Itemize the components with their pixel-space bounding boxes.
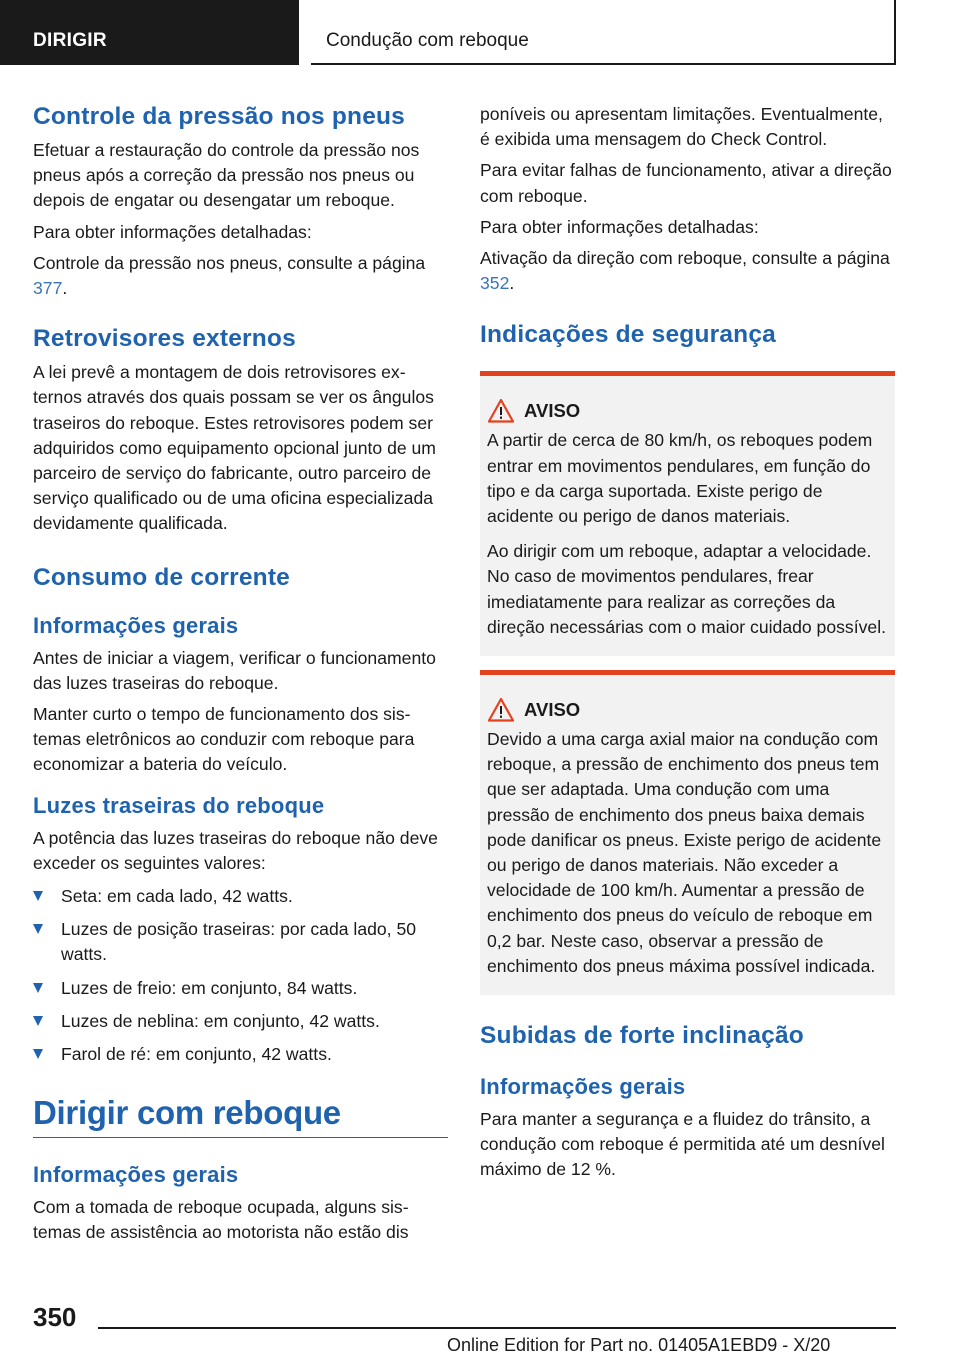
subheading-general-info: Informações gerais bbox=[480, 1074, 686, 1100]
paragraph: Efetuar a restauração do controle da pressão nos pneus após a correção da pressão nos pneus ou depois de engatar ou desengatar um reboque. bbox=[33, 140, 420, 211]
paragraph: Com a tomada de reboque ocupada, alguns sistemas de assistência ao motorista não estão dis bbox=[33, 1197, 409, 1243]
triangle-bullet-icon bbox=[33, 1016, 43, 1026]
triangle-bullet-icon bbox=[33, 891, 43, 901]
list-item: Luzes de freio: em conjunto, 84 watts. bbox=[33, 976, 448, 1001]
paragraph: Para obter informações detalhadas: bbox=[33, 221, 312, 242]
subheading-general-info: Informações gerais bbox=[33, 1162, 239, 1188]
chapter-tab bbox=[0, 0, 299, 65]
triangle-bullet-icon bbox=[33, 983, 43, 993]
edition-footer: Online Edition for Part no. 01405A1EBD9 - X/20 bbox=[447, 1335, 831, 1355]
page-reference-link[interactable]: 377 bbox=[33, 278, 63, 299]
subheading-general-info: Informações gerais bbox=[33, 612, 239, 638]
page-number: 350 bbox=[33, 1302, 77, 1332]
paragraph-with-reference: Ativação da direção com reboque, consulte a página 352. bbox=[480, 248, 890, 294]
warning-triangle-icon bbox=[488, 398, 514, 424]
light-power-list bbox=[33, 884, 448, 1067]
list-item: Luzes de posição traseiras: por cada lado, 50 watts. bbox=[33, 917, 448, 967]
page-reference-link[interactable]: 352 bbox=[480, 273, 510, 294]
warning-label: AVISO bbox=[524, 699, 581, 721]
warning-box bbox=[480, 371, 895, 656]
paragraph: Para evitar falhas de funcionamento, ativar a direção com reboque. bbox=[480, 160, 892, 206]
footer-rule bbox=[98, 1327, 896, 1329]
paragraph: poníveis ou apresentam limitações. Eventualmente, é exibida uma mensagem do Check Control. bbox=[480, 104, 883, 150]
paragraph: Para manter a segurança e a fluidez do trânsito, a condução com reboque é permitida até um desnível máximo de 12 %. bbox=[480, 1109, 885, 1180]
paragraph: Antes de iniciar a viagem, verificar o funcionamento das luzes traseiras do reboque. bbox=[33, 647, 436, 693]
paragraph: Manter curto o tempo de funcionamento dos sistemas eletrônicos ao conduzir com reboque para economizar a bateria do veículo. bbox=[33, 704, 415, 775]
right-column bbox=[480, 102, 895, 1183]
chapter-title: DIRIGIR bbox=[33, 30, 107, 51]
warning-text: A partir de cerca de 80 km/h, os reboques podem entrar em movimentos pendulares, em função do tipo e da carga suportada. Existe perigo de acidente ou perigo de danos materiais. bbox=[487, 430, 873, 527]
triangle-bullet-icon bbox=[33, 1049, 43, 1059]
warning-label: AVISO bbox=[524, 400, 581, 422]
heading-driving-with-trailer: Dirigir com reboque bbox=[33, 1094, 341, 1132]
warning-triangle-icon bbox=[488, 697, 514, 723]
list-item: Luzes de neblina: em conjunto, 42 watts. bbox=[33, 1009, 448, 1034]
heading-mirrors: Retrovisores externos bbox=[33, 325, 296, 353]
paragraph: A lei prevê a montagem de dois retrovisores externos através dos quais possam se ver os ângulos traseiros do reboque. Estes retrovisores podem ser adquiridos como equipamento opcional junto de um parceiro de serviço do fabricante, outro parceiro de serviço qualificado ou de uma oficina especializada devidamente qualificada. bbox=[33, 362, 436, 534]
list-item: Farol de ré: em conjunto, 42 watts. bbox=[33, 1042, 448, 1067]
paragraph: A potência das luzes traseiras do reboque não deve exceder os seguintes valores: bbox=[33, 827, 438, 873]
list-item: Seta: em cada lado, 42 watts. bbox=[33, 884, 448, 909]
section-header bbox=[311, 0, 896, 65]
heading-steep-slopes: Subidas de forte inclinação bbox=[480, 1022, 804, 1050]
paragraph-with-reference: Controle da pressão nos pneus, consulte a página 377. bbox=[33, 252, 426, 299]
subheading-trailer-lights: Luzes traseiras do reboque bbox=[33, 792, 325, 818]
heading-safety: Indicações de segurança bbox=[480, 321, 777, 349]
left-column bbox=[33, 102, 448, 1246]
heading-power-consumption: Consumo de corrente bbox=[33, 563, 291, 591]
paragraph: Para obter informações detalhadas: bbox=[480, 216, 759, 237]
warning-box bbox=[480, 670, 895, 995]
section-title: Condução com reboque bbox=[326, 30, 529, 51]
triangle-bullet-icon bbox=[33, 924, 43, 934]
heading-tire-pressure: Controle da pressão nos pneus bbox=[33, 103, 406, 130]
warning-text: Ao dirigir com um reboque, adaptar a velocidade. No caso de movimentos pendulares, frear imediatamente para realizar as correções da direção necessárias com o maior cuidado possível. bbox=[487, 541, 886, 637]
warning-text: Devido a uma carga axial maior na condução com reboque, a pressão de enchimento dos pneus tem que ser adaptada. Uma condução com uma pressão de enchimento dos pneus baixa demais pode danificar os pneus. Existe perigo de acidente ou perigo de danos materiais. Não exceder a velocidade de 100 km/h. Aumentar a pressão de enchimento dos pneus do veículo de reboque em 0,2 bar. Neste caso, observar a pressão de enchimento dos pneus máxima possível indicada. bbox=[487, 729, 882, 976]
